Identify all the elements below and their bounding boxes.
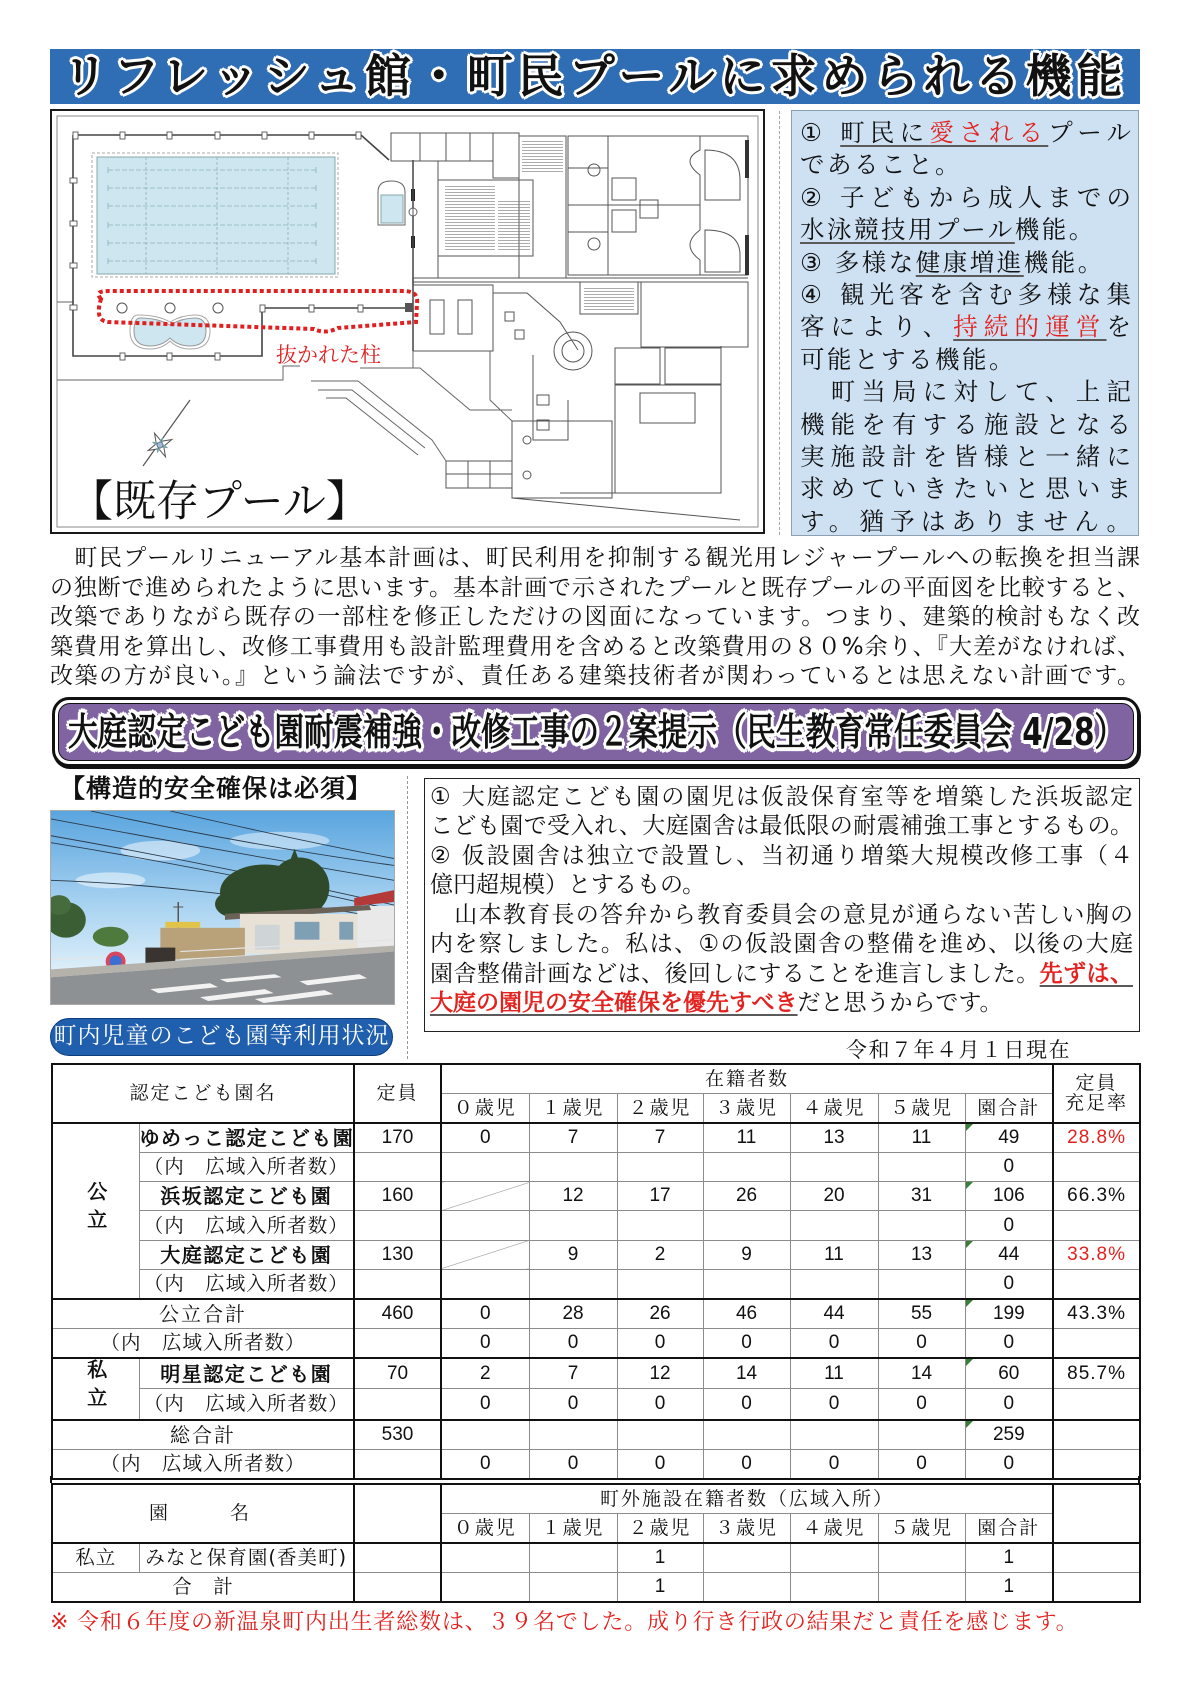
header-enrolled: 在籍者数 — [441, 1064, 1053, 1093]
header-age: １歳児 — [529, 1513, 617, 1542]
text-segment: ① — [800, 118, 841, 147]
function-line — [800, 506, 1131, 538]
age-cell — [878, 1572, 965, 1601]
required-functions-box — [791, 110, 1139, 536]
school-name: （内 広域入所者数） — [139, 1152, 354, 1181]
fill-rate-cell: 85.7% — [1053, 1358, 1140, 1389]
age-cell: 9 — [703, 1240, 790, 1269]
age-cell: 17 — [617, 1182, 703, 1211]
category-label: 公立 — [83, 1180, 108, 1237]
proposal-line — [430, 871, 1133, 901]
age-cell — [617, 1420, 703, 1449]
school-name: （内 広域入所者数） — [139, 1211, 354, 1240]
age-cell: 0 — [617, 1449, 703, 1478]
proposal-line — [430, 989, 1133, 1019]
capacity-cell — [354, 1152, 441, 1181]
age-cell — [703, 1270, 790, 1299]
age-cell: 13 — [790, 1123, 878, 1152]
total-cell: 0 — [965, 1270, 1053, 1299]
age-cell: 9 — [529, 1240, 617, 1269]
fill-rate-cell — [1053, 1389, 1140, 1420]
table-row — [52, 1389, 1140, 1420]
total-cell: 0 — [965, 1329, 1053, 1358]
header-fill-rate-line: 充足率 — [1065, 1092, 1129, 1115]
total-cell: 0 — [965, 1211, 1053, 1240]
header-total: 園合計 — [965, 1513, 1053, 1542]
subtotal-label: 公立合計 — [52, 1299, 354, 1328]
age-cell — [790, 1420, 878, 1449]
age-cell — [441, 1211, 529, 1240]
age-cell — [529, 1270, 617, 1299]
fill-rate-cell — [1053, 1329, 1140, 1358]
fill-rate-cell: 28.8% — [1053, 1123, 1140, 1152]
function-line — [800, 117, 1131, 149]
table-row — [52, 1270, 1140, 1299]
text-segment: プール — [1048, 118, 1132, 147]
removed-columns-label: 抜かれた柱 — [276, 343, 381, 367]
header-blank — [354, 1484, 441, 1543]
age-cell — [878, 1420, 965, 1449]
age-cell: 0 — [441, 1389, 529, 1420]
text-segment: 内を察しました。私は、①の仮設園舎の整備を進め、以後の大庭 — [430, 931, 1133, 957]
header-age: ３歳児 — [703, 1093, 790, 1122]
age-cell: 0 — [878, 1329, 965, 1358]
age-cell: 26 — [703, 1182, 790, 1211]
function-line — [800, 149, 1131, 181]
school-name: （内 広域入所者数） — [139, 1389, 354, 1420]
capacity-cell: 530 — [354, 1420, 441, 1449]
age-cell: 2 — [617, 1240, 703, 1269]
fill-rate-cell: 33.8% — [1053, 1240, 1140, 1269]
age-cell: 0 — [703, 1449, 790, 1478]
proposal-line — [430, 842, 1133, 872]
blank-cell — [1053, 1572, 1140, 1601]
table-row — [52, 1572, 1140, 1601]
category-private — [52, 1358, 139, 1420]
kindergarten-building-image — [51, 811, 394, 1004]
age-cell: 7 — [529, 1358, 617, 1389]
text-segment: ① 大庭認定こども園の園児は仮設保育室等を増築した浜坂認定 — [430, 783, 1133, 810]
page-title: リフレッシュ館・町民プールに求められる機能 — [62, 49, 1128, 103]
paragraph-line: 改築の方が良い。』という論法ですが、責任ある建築技術者が関わっているとは思えない計画です。 — [50, 663, 1140, 689]
blank-cell — [354, 1543, 441, 1572]
age-cell — [441, 1543, 529, 1572]
text-segment: 園舎整備計画などは、後回しにすることを進言しました。 — [430, 960, 1040, 987]
column-divider — [407, 776, 408, 1059]
capacity-cell — [354, 1270, 441, 1299]
proposal-line — [430, 812, 1133, 842]
total-cell: 44 — [965, 1240, 1053, 1269]
age-cell — [617, 1211, 703, 1240]
text-segment: ② 仮設園舎は独立で設置し、当初通り増築大規模改修工事（４ — [430, 842, 1133, 869]
school-name: 浜坂認定こども園 — [139, 1182, 354, 1211]
age-cell — [790, 1211, 878, 1240]
age-cell — [703, 1543, 790, 1572]
capacity-cell — [354, 1389, 441, 1420]
text-segment: ③ 多様な — [800, 247, 916, 277]
text-segment: 町当局に対して、上記 — [800, 377, 1131, 407]
text-segment: ② 子どもから成人までの — [800, 182, 1131, 212]
enrollment-table — [51, 1063, 1141, 1480]
total-cell: 259 — [965, 1420, 1053, 1449]
kindergarten-photo — [50, 810, 395, 1005]
total-cell: 60 — [965, 1358, 1053, 1389]
age-cell: 7 — [617, 1123, 703, 1152]
age-cell: 28 — [529, 1299, 617, 1328]
capacity-cell: 460 — [354, 1299, 441, 1328]
subtotal-label: （内 広域入所者数） — [52, 1449, 354, 1478]
age-cell: 11 — [703, 1123, 790, 1152]
age-cell — [790, 1572, 878, 1601]
text-segment: こども園で受入れ、大庭園舎は最低限の耐震補強工事とするもの。 — [430, 813, 1133, 839]
text-segment: だと思うからです。 — [797, 990, 1003, 1016]
paragraph-line: 町民プールリニューアル基本計画は、町民利用を抑制する観光用レジャープールへの転換を担当課 — [50, 545, 1140, 571]
function-line — [800, 247, 1131, 279]
header-blank — [1053, 1484, 1140, 1543]
age-cell — [790, 1543, 878, 1572]
text-segment: 求めていきたいと思いま — [800, 474, 1131, 504]
paragraph-line: 改築でありながら既存の一部柱を修正しただけの図面になっています。つまり、建築的検討もなく改 — [50, 604, 1140, 630]
text-segment: 機能を有する施設となる — [800, 409, 1131, 439]
text-segment: 億円超規模）とするもの。 — [430, 872, 706, 898]
age-cell: 11 — [878, 1123, 965, 1152]
age-cell — [878, 1152, 965, 1181]
footnote: ※ 令和６年度の新温泉町内出生者総数は、３９名でした。成り行き行政の結果だと責任を感じます。 — [50, 1610, 1079, 1635]
fill-rate-cell — [1053, 1152, 1140, 1181]
age-cell — [529, 1572, 617, 1601]
capacity-cell: 70 — [354, 1358, 441, 1389]
emphasis-text: 持続的運営 — [953, 312, 1107, 342]
age-cell: 26 — [617, 1299, 703, 1328]
age-cell: 7 — [529, 1123, 617, 1152]
age-cell: 2 — [441, 1358, 529, 1389]
age-cell: 0 — [703, 1329, 790, 1358]
total-label: 合 計 — [52, 1572, 354, 1601]
text-segment: す。猶予はありません。 — [800, 506, 1131, 536]
function-line — [800, 182, 1131, 214]
header-age: １歳児 — [529, 1093, 617, 1122]
fill-rate-cell — [1053, 1420, 1140, 1449]
table-row — [52, 1152, 1140, 1181]
header-capacity: 定員 — [354, 1064, 441, 1123]
age-cell — [441, 1270, 529, 1299]
emphasis-text: 愛される — [929, 118, 1049, 147]
text-segment: ④ 観光客を含む多様な集 — [800, 279, 1131, 309]
text-segment: 町民に — [840, 118, 930, 147]
text-segment: であること。 — [800, 150, 962, 180]
title-banner — [50, 49, 1140, 104]
paragraph-line: の独断で進められたように思います。基本計画で示されたプールと既存プールの平面図を比較すると、 — [50, 574, 1140, 601]
text-segment: 可能とする機能。 — [800, 344, 1016, 374]
total-cell: 0 — [965, 1152, 1053, 1181]
age-cell — [617, 1152, 703, 1181]
age-cell — [703, 1211, 790, 1240]
age-cell: 0 — [441, 1299, 529, 1328]
age-cell: 0 — [703, 1389, 790, 1420]
function-line — [800, 473, 1131, 505]
table-row — [52, 1182, 1140, 1211]
blank-cell — [1053, 1543, 1140, 1572]
age-cell: 12 — [529, 1182, 617, 1211]
header-age: ２歳児 — [617, 1093, 703, 1122]
function-line — [800, 376, 1131, 408]
age-cell — [878, 1543, 965, 1572]
blank-cell — [354, 1572, 441, 1601]
age-cell — [703, 1420, 790, 1449]
total-cell: 0 — [965, 1449, 1053, 1478]
capacity-cell: 160 — [354, 1182, 441, 1211]
age-cell — [529, 1543, 617, 1572]
pool-commentary — [50, 544, 1140, 692]
header-age: ５歳児 — [878, 1513, 965, 1542]
facility-name: みなと保育園(香美町) — [139, 1543, 354, 1572]
grand-total-label: 総合計 — [52, 1420, 354, 1449]
table-row — [52, 1543, 1140, 1572]
subtotal-label: （内 広域入所者数） — [52, 1329, 354, 1358]
header-age: ０歳児 — [441, 1513, 529, 1542]
proposal-box — [424, 778, 1140, 1032]
age-cell: 31 — [878, 1182, 965, 1211]
outside-facilities-table — [51, 1483, 1141, 1603]
age-cell — [441, 1420, 529, 1449]
function-line — [800, 279, 1131, 311]
school-name: ゆめっこ認定こども園 — [139, 1123, 354, 1152]
text-segment: 実施設計を皆様と一緒に — [800, 441, 1131, 471]
total-cell: 1 — [965, 1543, 1053, 1572]
age-cell: 0 — [529, 1389, 617, 1420]
as-of-date: 令和７年４月１日現在 — [846, 1038, 1071, 1062]
age-cell: 46 — [703, 1299, 790, 1328]
text-segment: 機能。 — [1014, 215, 1096, 245]
school-name: （内 広域入所者数） — [139, 1270, 354, 1299]
header-age: ４歳児 — [790, 1513, 878, 1542]
age-cell — [441, 1572, 529, 1601]
proposal-line — [430, 783, 1133, 813]
header-age: ５歳児 — [878, 1093, 965, 1122]
section-title: 大庭認定こども園耐震補強・改修工事の２案提示（民生教育常任委員会 4/28） — [67, 709, 1125, 755]
function-line — [800, 344, 1131, 376]
header-school-name: 認定こども園名 — [52, 1064, 354, 1123]
table-separator — [50, 1476, 1140, 1483]
age-cell: 11 — [790, 1358, 878, 1389]
age-cell: 0 — [790, 1449, 878, 1478]
age-cell: 1 — [617, 1543, 703, 1572]
age-cell — [790, 1152, 878, 1181]
age-cell: 0 — [878, 1389, 965, 1420]
fill-rate-cell: 43.3% — [1053, 1299, 1140, 1328]
usage-status-label: 町内児童のこども園等利用状況 — [50, 1018, 393, 1056]
text-segment: 客により、 — [800, 312, 954, 342]
proposal-line — [430, 901, 1133, 931]
function-line — [800, 311, 1131, 343]
text-segment: を — [1106, 312, 1131, 342]
table-row — [52, 1123, 1140, 1152]
age-cell: 0 — [529, 1449, 617, 1478]
age-cell: 20 — [790, 1182, 878, 1211]
header-row — [52, 1484, 1140, 1513]
fill-rate-cell: 66.3% — [1053, 1182, 1140, 1211]
table-row — [52, 1299, 1140, 1328]
category-cell: 私立 — [52, 1543, 139, 1572]
total-cell: 49 — [965, 1123, 1053, 1152]
capacity-cell — [354, 1329, 441, 1358]
category-public — [52, 1123, 139, 1299]
floor-plan-drawing — [50, 109, 765, 534]
proposal-line — [430, 960, 1133, 990]
header-total: 園合計 — [965, 1093, 1053, 1122]
fill-rate-cell — [1053, 1270, 1140, 1299]
age-cell-not-applicable — [441, 1240, 529, 1269]
age-cell — [878, 1211, 965, 1240]
table-row — [52, 1420, 1140, 1449]
capacity-cell — [354, 1449, 441, 1478]
fill-rate-cell — [1053, 1449, 1140, 1478]
capacity-cell — [354, 1211, 441, 1240]
table-row — [52, 1358, 1140, 1389]
age-cell — [878, 1270, 965, 1299]
total-cell: 199 — [965, 1299, 1053, 1328]
age-cell: 14 — [878, 1358, 965, 1389]
header-age: ４歳児 — [790, 1093, 878, 1122]
age-cell: 55 — [878, 1299, 965, 1328]
emphasis-text: 先ずは、 — [1039, 960, 1134, 987]
section-banner-text-wrap — [55, 700, 1137, 764]
school-name: 大庭認定こども園 — [139, 1240, 354, 1269]
text-segment: 機能。 — [1023, 247, 1105, 277]
age-cell: 0 — [790, 1389, 878, 1420]
age-cell: 0 — [617, 1329, 703, 1358]
text-segment: 健康増進 — [915, 247, 1024, 277]
column-divider — [779, 111, 780, 535]
age-cell: 0 — [441, 1329, 529, 1358]
fill-rate-cell — [1053, 1211, 1140, 1240]
emphasis-text: 大庭の園児の安全確保を優先すべき — [430, 990, 798, 1016]
age-cell: 0 — [441, 1123, 529, 1152]
function-line — [800, 214, 1131, 246]
section-banner — [52, 697, 1140, 767]
school-name: 明星認定こども園 — [139, 1358, 354, 1389]
total-cell: 0 — [965, 1389, 1053, 1420]
age-cell: 0 — [790, 1329, 878, 1358]
total-cell: 106 — [965, 1182, 1053, 1211]
header-row — [52, 1064, 1140, 1093]
age-cell: 13 — [878, 1240, 965, 1269]
age-cell: 12 — [617, 1358, 703, 1389]
text-segment: 山本教育長の答弁から教育委員会の意見が通らない苦しい胸の — [430, 901, 1133, 928]
table-row — [52, 1211, 1140, 1240]
paragraph-line: 築費用を算出し、改修工事費用も設計監理費用を含めると改築費用の８０%余り、『大差がなければ、 — [50, 633, 1140, 660]
header-age: ０歳児 — [441, 1093, 529, 1122]
age-cell — [617, 1270, 703, 1299]
age-cell — [529, 1420, 617, 1449]
pool-water — [97, 157, 335, 274]
table-row — [52, 1329, 1140, 1358]
safety-heading: 【構造的安全確保は必須】 — [60, 774, 373, 803]
age-cell: 0 — [878, 1449, 965, 1478]
header-age: ３歳児 — [703, 1513, 790, 1542]
age-cell: 0 — [617, 1389, 703, 1420]
header-outside-enrolled: 町外施設在籍者数（広域入所） — [441, 1484, 1053, 1513]
capacity-cell: 130 — [354, 1240, 441, 1269]
total-cell: 1 — [965, 1572, 1053, 1601]
age-cell — [703, 1572, 790, 1601]
function-line — [800, 441, 1131, 473]
age-cell: 11 — [790, 1240, 878, 1269]
header-fill-rate-line: 定員 — [1075, 1072, 1118, 1095]
age-cell: 0 — [529, 1329, 617, 1358]
header-age: ２歳児 — [617, 1513, 703, 1542]
header-fill-rate — [1053, 1064, 1140, 1123]
age-cell: 0 — [441, 1449, 529, 1478]
age-cell — [441, 1152, 529, 1181]
age-cell: 14 — [703, 1358, 790, 1389]
age-cell — [790, 1270, 878, 1299]
text-segment: 水泳競技用プール — [800, 215, 1015, 245]
table-row — [52, 1240, 1140, 1269]
proposal-line — [430, 930, 1133, 960]
category-label: 私立 — [83, 1358, 108, 1415]
age-cell: 44 — [790, 1299, 878, 1328]
age-cell — [529, 1152, 617, 1181]
table-row — [52, 1449, 1140, 1478]
header-facility-name: 園 名 — [52, 1484, 354, 1543]
age-cell — [703, 1152, 790, 1181]
capacity-cell: 170 — [354, 1123, 441, 1152]
age-cell-not-applicable — [441, 1182, 529, 1211]
function-line — [800, 409, 1131, 441]
floor-plan-caption: 【既存プール】 — [70, 477, 369, 527]
age-cell — [529, 1211, 617, 1240]
age-cell: 1 — [617, 1572, 703, 1601]
